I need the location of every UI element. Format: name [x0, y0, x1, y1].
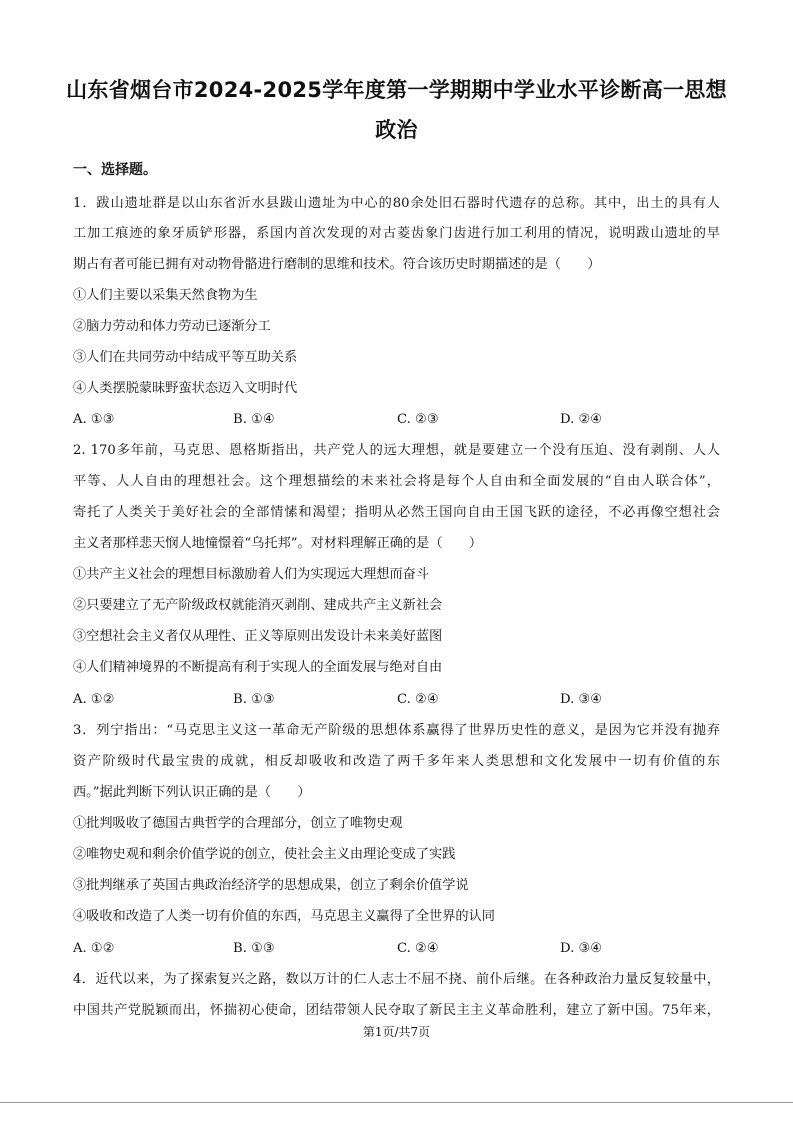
question-2-item: ④人们精神境界的不断提高有利于实现人的全面发展与绝对自由: [73, 660, 443, 675]
option-d[interactable]: D. ③④: [560, 692, 603, 707]
bottom-divider: [0, 1102, 793, 1103]
option-a[interactable]: A. ①②: [73, 941, 115, 956]
question-2-item: ①共产主义社会的理想目标激励着人们为实现远大理想而奋斗: [73, 567, 430, 582]
question-4-text: 中国共产党脱颖而出，怀揣初心使命，团结带领人民夺取了新民主主义革命胜利，建立了新中国。75年来，: [73, 1003, 720, 1018]
question-1-item: ③人们在共同劳动中结成平等互助关系: [73, 350, 298, 365]
question-2-text: 2. 170多年前，马克思、恩格斯指出，共产党人的远大理想，就是要建立一个没有压迫、没有剥削、人人: [73, 443, 720, 458]
question-3-item: ④吸收和改造了人类一切有价值的东西，马克思主义赢得了全世界的认同: [73, 909, 495, 924]
option-c[interactable]: C. ②④: [397, 692, 439, 707]
question-1-item: ①人们主要以采集天然食物为生: [73, 288, 258, 303]
question-3-item: ②唯物史观和剩余价值学说的创立，使社会主义由理论变成了实践: [73, 847, 456, 862]
question-1-text: 工加工痕迹的象牙质铲形器，系国内首次发现的对古菱齿象门齿进行加工利用的情况，说明跋山遗址的早: [73, 226, 720, 241]
question-1-item: ②脑力劳动和体力劳动已逐渐分工: [73, 319, 271, 334]
question-2-text: 主义者那样悲天悯人地憧憬着“乌托邦”。对材料理解正确的是（ ）: [73, 536, 483, 551]
option-c[interactable]: C. ②④: [397, 941, 439, 956]
question-3-item: ①批判吸收了德国古典哲学的合理部分，创立了唯物史观: [73, 816, 403, 831]
question-2-text: 平等、人人自由的理想社会。这个理想描绘的未来社会将是每个人自由和全面发展的“自由人联合体”，: [73, 474, 720, 489]
question-1-text: 1．跋山遗址群是以山东省沂水县跋山遗址为中心的80余处旧石器时代遗存的总称。其中，出土的具有人: [73, 196, 720, 211]
question-2-item: ②只要建立了无产阶级政权就能消灭剥削、建成共产主义新社会: [73, 598, 443, 613]
page-title-line1: 山东省烟台市2024-2025学年度第一学期期中学业水平诊断高一思想: [66, 78, 727, 102]
question-2-item: ③空想社会主义者仅从理性、正义等原则出发设计未来美好蓝图: [73, 629, 443, 644]
option-b[interactable]: B. ①③: [233, 692, 275, 707]
option-a[interactable]: A. ①②: [73, 692, 115, 707]
question-1-item: ④人类摆脱蒙昧野蛮状态迈入文明时代: [73, 381, 298, 396]
question-3-item: ③批判继承了英国古典政治经济学的思想成果，创立了剩余价值学说: [73, 878, 469, 893]
page-number: 第1页/共7页: [362, 1025, 431, 1039]
question-4-text: 4．近代以来，为了探索复兴之路，数以万计的仁人志士不屈不挠、前仆后继。在各种政治力量反复较量中，: [73, 972, 720, 987]
option-d[interactable]: D. ②④: [560, 412, 603, 427]
option-b[interactable]: B. ①④: [233, 412, 275, 427]
option-b[interactable]: B. ①③: [233, 941, 275, 956]
page-title-line2: 政治: [375, 118, 418, 142]
question-2-text: 寄托了人类关于美好社会的全部情愫和渴望；指明从必然王国向自由王国飞跃的途径，不必再像空想社会: [73, 505, 720, 520]
question-3-text: 西。”据此判断下列认识正确的是（ ）: [73, 785, 311, 800]
question-3-text: 3．列宁指出：“马克思主义这一革命无产阶级的思想体系赢得了世界历史性的意义，是因为它并没有抛弃: [73, 723, 720, 738]
option-d[interactable]: D. ③④: [560, 941, 603, 956]
question-3-text: 资产阶级时代最宝贵的成就，相反却吸收和改造了两千多年来人类思想和文化发展中一切有价值的东: [73, 754, 720, 769]
option-c[interactable]: C. ②③: [397, 412, 439, 427]
option-a[interactable]: A. ①③: [73, 412, 115, 427]
question-1-text: 期占有者可能已拥有对动物骨骼进行磨制的思维和技术。符合该历史时期描述的是（ ）: [73, 257, 601, 272]
section-heading: 一、选择题。: [73, 162, 157, 178]
